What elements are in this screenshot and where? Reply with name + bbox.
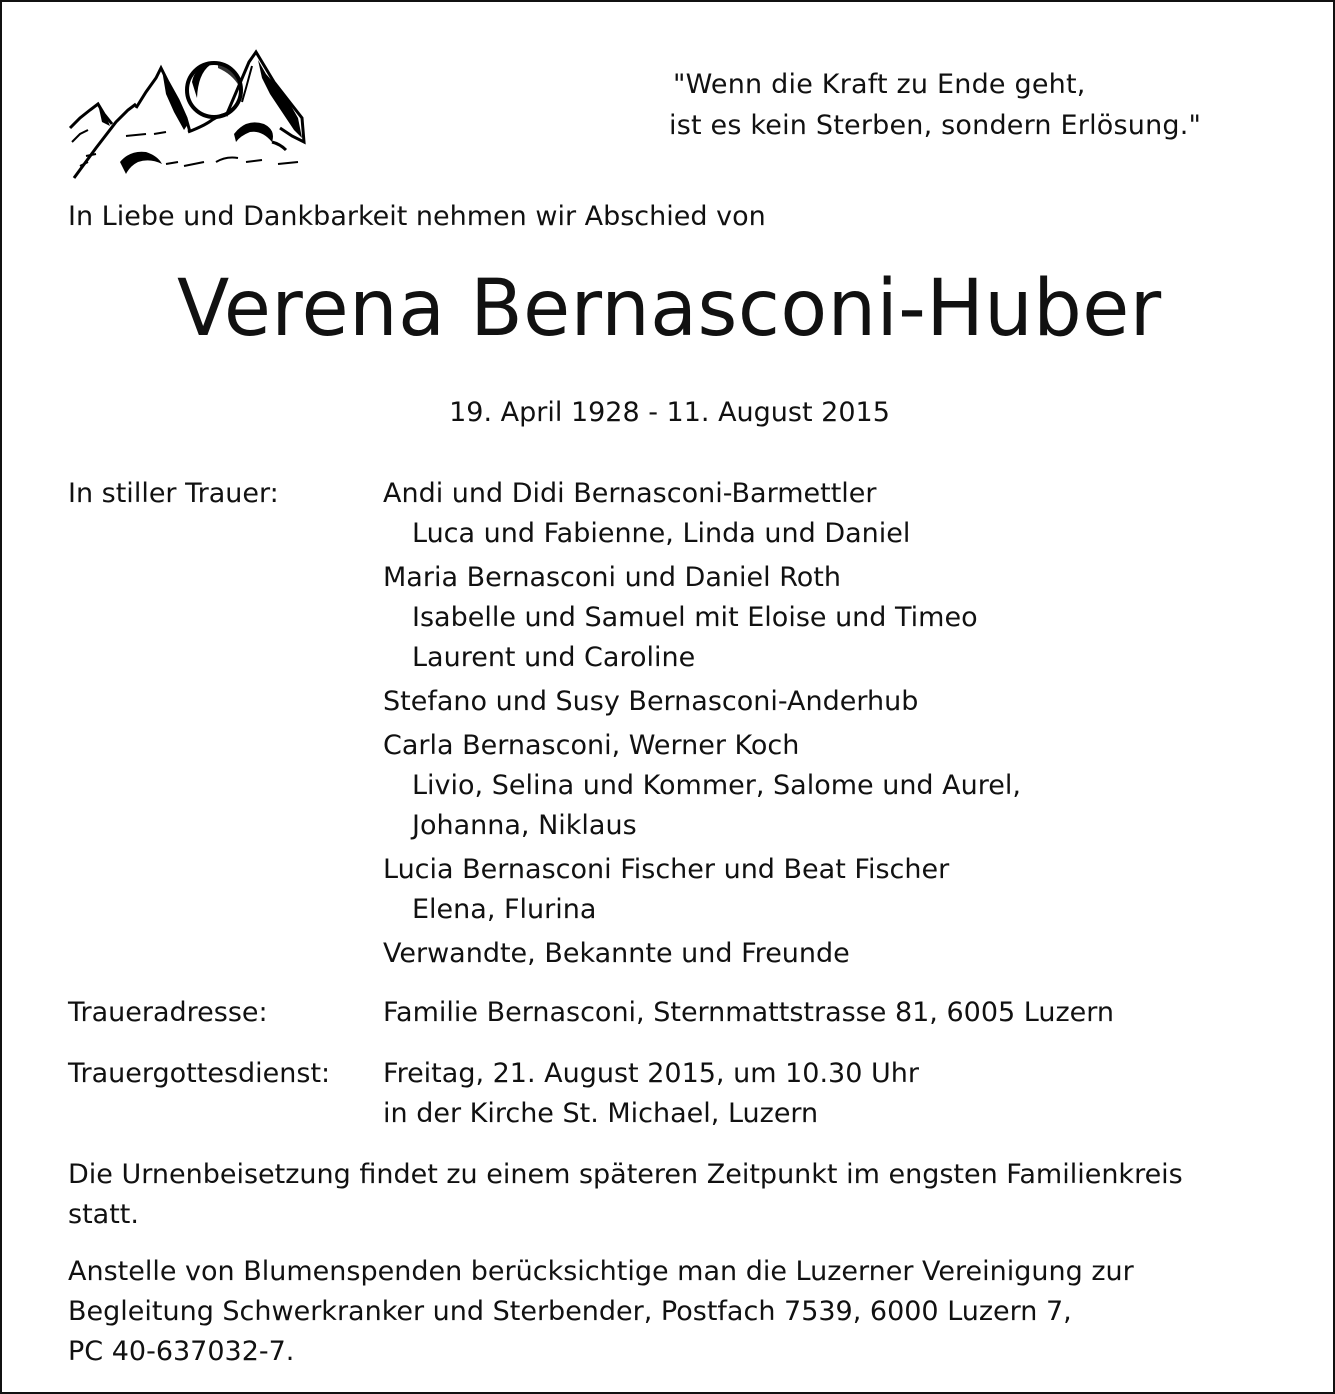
address-value: Familie Bernasconi, Sternmattstrasse 81, 6005 Luzern — [383, 997, 1114, 1028]
mourner-group — [383, 726, 1021, 846]
intro-text: In Liebe und Dankbarkeit nehmen wir Abschied von — [68, 201, 766, 232]
mourner-group-member: Johanna, Niklaus — [412, 810, 637, 841]
burial-note — [68, 1155, 1268, 1235]
mourner-group — [383, 934, 1021, 974]
deceased-name-text: Verena Bernasconi-Huber — [177, 264, 1162, 354]
deceased-name — [2, 259, 1335, 359]
mourner-group-member: Luca und Fabienne, Linda und Daniel — [412, 518, 911, 549]
address-label: Traueradresse: — [68, 997, 268, 1028]
service-location: in der Kirche St. Michael, Luzern — [383, 1098, 819, 1129]
mourner-group-member: Elena, Flurina — [412, 894, 597, 925]
motto-line-1: "Wenn die Kraft zu Ende geht, — [673, 69, 1086, 100]
service-label: Trauergottesdienst: — [68, 1058, 331, 1089]
life-dates: 19. April 1928 - 11. August 2015 — [449, 397, 890, 428]
burial-note-line-2: statt. — [68, 1199, 139, 1230]
mourner-group-head: Carla Bernasconi, Werner Koch — [383, 730, 800, 761]
mourner-group-member: Laurent und Caroline — [412, 642, 696, 673]
donation-note-line-3: PC 40-637032-7. — [68, 1336, 295, 1367]
donation-note-line-1: Anstelle von Blumenspenden berücksichtige man die Luzerner Vereinigung zur — [68, 1256, 1134, 1287]
mourner-group — [383, 850, 1021, 930]
mourner-group-head: Andi und Didi Bernasconi-Barmettler — [383, 478, 877, 509]
mourner-group — [383, 474, 1021, 554]
motto-line-2: ist es kein Sterben, sondern Erlösung." — [669, 110, 1202, 141]
mourner-group-head: Stefano und Susy Bernasconi-Anderhub — [383, 686, 919, 717]
motto-quote — [669, 64, 1201, 146]
mountain-sun-drawing-icon — [66, 38, 312, 188]
mourner-group-member: Isabelle und Samuel mit Eloise und Timeo — [412, 602, 978, 633]
burial-note-line-1: Die Urnenbeisetzung findet zu einem späteren Zeitpunkt im engsten Familienkreis — [68, 1159, 1183, 1190]
mourner-group-head: Verwandte, Bekannte und Freunde — [383, 938, 850, 969]
mourner-group — [383, 682, 1021, 722]
donation-note — [68, 1252, 1268, 1372]
mourner-group-head: Lucia Bernasconi Fischer und Beat Fischer — [383, 854, 950, 885]
mourners-label: In stiller Trauer: — [68, 478, 279, 509]
donation-note-line-2: Begleitung Schwerkranker und Sterbender, Postfach 7539, 6000 Luzern 7, — [68, 1296, 1072, 1327]
service-date-time: Freitag, 21. August 2015, um 10.30 Uhr — [383, 1058, 919, 1089]
mourners-list — [383, 474, 1021, 978]
service-value — [383, 1054, 919, 1134]
mourner-group-member: Livio, Selina und Kommer, Salome und Aurel, — [412, 770, 1021, 801]
mourner-group — [383, 558, 1021, 678]
mourner-group-head: Maria Bernasconi und Daniel Roth — [383, 562, 841, 593]
